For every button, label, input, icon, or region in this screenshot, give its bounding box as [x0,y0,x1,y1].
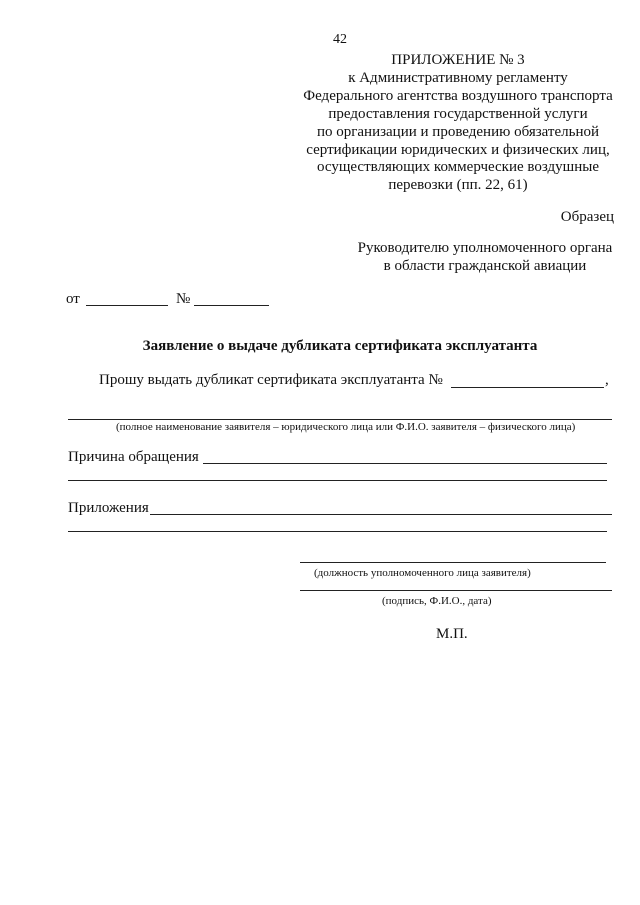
position-field[interactable] [300,562,606,563]
addressee-block [348,239,622,275]
annex-line: предоставления государственной услуги [328,105,588,122]
signature-field[interactable] [300,590,612,591]
applicant-caption: (полное наименование заявителя – юридического лица или Ф.И.О. заявителя – физического лица) [116,421,576,433]
reason-field-continued[interactable] [68,480,607,481]
annex-title: ПРИЛОЖЕНИЕ № 3 [391,52,525,68]
reason-field[interactable] [203,463,607,464]
reason-label: Причина обращения [68,449,199,465]
position-caption: (должность уполномоченного лица заявителя) [314,567,531,579]
addressee-line: Руководителю уполномоченного органа [357,240,613,256]
date-field[interactable] [86,305,168,306]
page-number: 42 [333,32,347,47]
document-title: Заявление о выдаче дубликата сертификата эксплуатанта [142,338,538,354]
number-field[interactable] [194,305,269,306]
certificate-number-field[interactable] [451,387,604,388]
annex-line: перевозки (пп. 22, 61) [388,177,528,194]
signature-caption: (подпись, Ф.И.О., дата) [382,595,492,607]
annex-header [295,52,621,195]
attachments-field[interactable] [150,514,612,515]
stamp-label: М.П. [436,626,468,642]
request-comma: , [605,372,609,388]
annex-line: сертификации юридических и физических лиц, [306,141,610,158]
request-text: Прошу выдать дубликат сертификата эксплуатанта № [99,372,443,388]
attachments-field-continued[interactable] [68,531,607,532]
sample-label: Образец [560,209,614,225]
applicant-name-field[interactable] [68,419,612,420]
annex-line: по организации и проведению обязательной [316,123,600,140]
attachments-label: Приложения [68,500,149,516]
number-label: № [176,291,191,307]
addressee-line: в области гражданской авиации [383,258,587,274]
annex-line: к Административному регламенту [348,69,568,86]
from-label: от [66,291,80,307]
annex-line: осуществляющих коммерческие воздушные [317,159,599,176]
annex-line: Федерального агентства воздушного транспорта [303,87,613,104]
